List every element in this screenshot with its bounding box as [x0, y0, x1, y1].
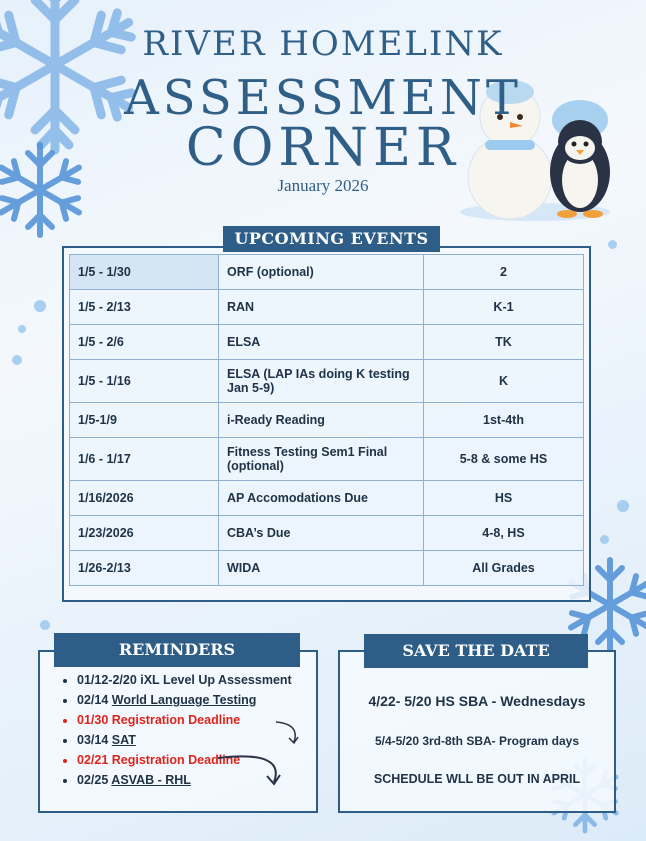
list-item: • 02/25 ASVAB - RHL — [77, 772, 327, 789]
sat-link[interactable]: SAT — [111, 733, 136, 747]
list-item: • 02/21 Registration Deadline — [77, 752, 327, 769]
save-the-date-panel — [338, 650, 616, 813]
events-table — [69, 254, 584, 586]
asvab-link[interactable]: ASVAB - RHL — [111, 773, 191, 787]
issue-date: January 2026 — [277, 176, 369, 195]
snow-dot — [34, 300, 46, 312]
table-row: 1/5 - 2/13 RAN K-1 — [70, 290, 584, 325]
save-date-line-2: 5/4-5/20 3rd-8th SBA- Program days — [374, 734, 580, 748]
list-item: • 02/14 World Language Testing — [77, 692, 327, 709]
events-heading: UPCOMING EVENTS — [223, 226, 440, 252]
page-title-line1: ASSESSMENT — [124, 70, 522, 126]
table-row: 1/5-1/9 i-Ready Reading 1st-4th — [70, 403, 584, 438]
snow-dot — [12, 355, 22, 365]
save-date-line-1: 4/22- 5/20 HS SBA - Wednesdays — [368, 693, 586, 709]
snow-dot — [18, 325, 26, 333]
save-the-date-heading: SAVE THE DATE — [364, 634, 588, 668]
list-item: • 01/12-2/20 iXL Level Up Assessment — [77, 672, 327, 689]
list-item: • 03/14 SAT — [77, 732, 327, 749]
snow-dot — [608, 240, 617, 249]
table-row: 1/26-2/13 WIDA All Grades — [70, 551, 584, 586]
table-row: 1/16/2026 AP Accomodations Due HS — [70, 481, 584, 516]
table-row: 1/6 - 1/17 Fitness Testing Sem1 Final (optional) 5-8 & some HS — [70, 438, 584, 481]
table-row: 1/5 - 1/30 ORF (optional) 2 — [70, 255, 584, 290]
page-title-line2: CORNER — [185, 118, 461, 178]
curved-arrow-icon — [216, 752, 290, 792]
snow-dot — [617, 500, 629, 512]
snow-dot — [40, 620, 50, 630]
org-title: RIVER HOMELINK — [142, 24, 504, 64]
list-item: • 01/30 Registration Deadline — [77, 712, 327, 729]
table-row: 1/5 - 1/16 ELSA (LAP IAs doing K testing Jan 5-9) K — [70, 360, 584, 403]
table-row: 1/23/2026 CBA’s Due 4-8, HS — [70, 516, 584, 551]
world-language-link[interactable]: World Language Testing — [111, 693, 257, 707]
table-row: 1/5 - 2/6 ELSA TK — [70, 325, 584, 360]
reminders-heading: REMINDERS — [54, 633, 300, 667]
snow-dot — [600, 535, 609, 544]
curved-arrow-icon — [272, 718, 306, 748]
save-date-line-3: SCHEDULE WLL BE OUT IN APRIL — [373, 772, 581, 786]
